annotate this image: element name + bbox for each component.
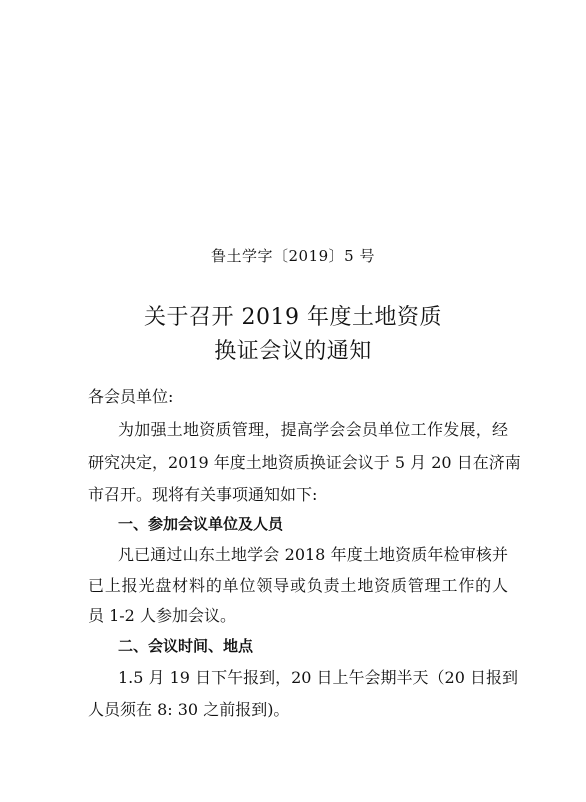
document-number: 鲁土学字〔2019〕5 号: [211, 247, 375, 265]
notice-title-line-2: 换证会议的通知: [214, 339, 372, 364]
paragraph-2-line-3: 员 1-2 人参加会议。: [88, 606, 236, 625]
section-1-heading: 一、参加会议单位及人员: [118, 515, 284, 533]
salutation: 各会员单位:: [88, 387, 174, 406]
paragraph-2-line-2: 已上报光盘材料的单位领导或负责土地资质管理工作的人: [88, 576, 508, 595]
paragraph-2-line-1: 凡已通过山东土地学会 2018 年度土地资质年检审核并: [118, 545, 508, 564]
paragraph-1-line-3: 市召开。现将有关事项通知如下:: [88, 485, 318, 504]
paragraph-1-line-2: 研究决定，2019 年度土地资质换证会议于 5 月 20 日在济南: [88, 453, 521, 472]
section-2-heading: 二、会议时间、地点: [118, 637, 254, 655]
paragraph-1-line-1: 为加强土地资质管理，提高学会会员单位工作发展，经: [118, 420, 508, 439]
notice-title-line-1: 关于召开 2019 年度土地资质: [144, 305, 442, 330]
paragraph-3-line-2: 人员须在 8: 30 之前报到)。: [88, 700, 290, 719]
paragraph-3-line-1: 1.5 月 19 日下午报到，20 日上午会期半天（20 日报到: [118, 668, 518, 687]
